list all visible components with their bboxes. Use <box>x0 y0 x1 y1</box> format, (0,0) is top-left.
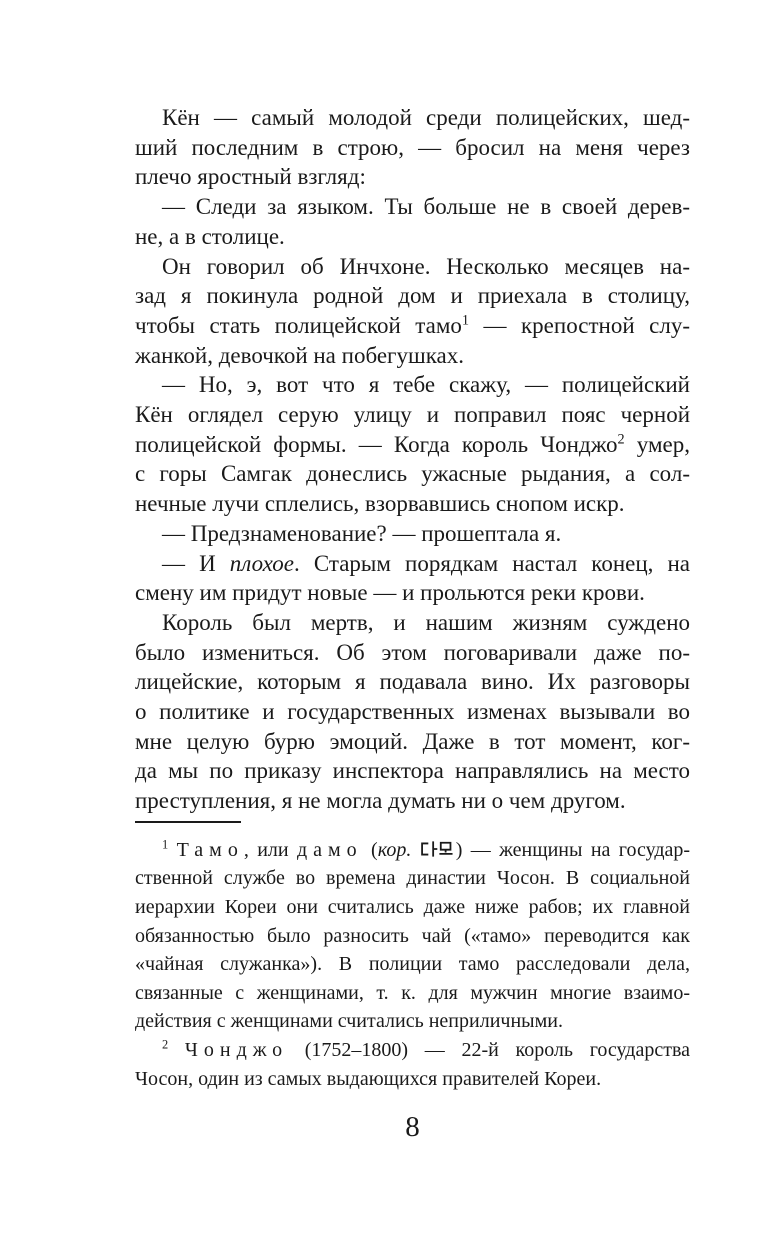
text-segment: обязанностью было разносить чай («тамо» переводится как <box>135 924 690 947</box>
text-line <box>135 281 690 311</box>
text-line <box>135 950 690 979</box>
text-line <box>135 341 690 371</box>
text-segment: иерархии Кореи они считались даже ниже рабов; их главной <box>135 896 690 919</box>
text-segment: мне целую бурю эмоций. Даже в тот момент, ког- <box>135 728 690 754</box>
text-segment: связанные с женщинами, т. к. для мужчин многие взаимо- <box>135 981 690 1004</box>
text-segment: Король был мертв, и нашим жизням суждено <box>162 609 690 635</box>
text-segment: — Следи за языком. Ты больше не в своей дерев- <box>162 194 690 220</box>
footnote-marker: 2 <box>162 1037 169 1052</box>
text-segment: преступления, я не могла думать ни о чем другом. <box>135 788 626 814</box>
text-line <box>135 549 690 579</box>
text-segment: (1752–1800) — 22-й король государства <box>288 1039 690 1062</box>
text-line <box>135 786 690 816</box>
footnote-section <box>135 836 690 1093</box>
text-line <box>135 922 690 951</box>
text-segment: Чосон, один из самых выдающихся правителей Кореи. <box>135 1067 602 1090</box>
main-text <box>135 103 690 816</box>
emphasis-text: плохое <box>229 550 294 576</box>
text-segment: ) — женщины на государ- <box>455 838 691 861</box>
text-line <box>135 430 690 460</box>
text-segment: нечные лучи сплелись, взорвавшись снопом искр. <box>135 491 625 517</box>
text-line <box>135 1007 690 1036</box>
footnote <box>135 836 690 1036</box>
text-line <box>135 489 690 519</box>
text-segment <box>168 1039 185 1061</box>
text-segment: полицейской формы. — Когда король Чонджо <box>135 431 618 457</box>
text-segment: не, а в столице. <box>135 223 285 249</box>
text-segment: «чайная служанка»). В полиции тамо расследовали дела, <box>135 953 690 976</box>
paragraph <box>135 370 690 519</box>
text-line <box>135 370 690 400</box>
text-line <box>135 222 690 252</box>
text-line <box>135 638 690 668</box>
footnote <box>135 1036 690 1093</box>
text-line <box>135 103 690 133</box>
paragraph <box>135 549 690 608</box>
text-line <box>135 400 690 430</box>
text-line <box>135 133 690 163</box>
text-segment: Он говорил об Инчхоне. Несколько месяцев на- <box>162 253 690 279</box>
text-line <box>135 578 690 608</box>
text-line <box>135 1036 690 1065</box>
text-segment: было измениться. Об этом поговаривали даже по- <box>135 639 690 665</box>
text-line <box>135 667 690 697</box>
text-segment: умер, <box>624 431 690 457</box>
footnote-marker: 1 <box>461 312 470 329</box>
text-line <box>135 836 690 865</box>
text-line <box>135 979 690 1008</box>
paragraph <box>135 192 690 251</box>
paragraph <box>135 103 690 192</box>
text-line <box>135 697 690 727</box>
text-block <box>135 103 690 1093</box>
paragraph <box>135 252 690 371</box>
text-line <box>135 608 690 638</box>
text-segment: да мы по приказу инспектора направлялись на место <box>135 758 690 784</box>
text-segment: чтобы стать полицейской тамо <box>135 312 462 338</box>
text-segment: — крепостной слу- <box>469 312 690 338</box>
text-segment: ственной службе во времена династии Чосон. В социальной <box>135 867 690 890</box>
text-segment: лицейские, которым я подавала вино. Их разговоры <box>135 669 690 695</box>
text-segment: . Старым порядкам настал конец, на <box>294 550 690 576</box>
text-segment: — Но, э, вот что я тебе скажу, — полицейский <box>162 372 690 398</box>
text-line <box>135 311 690 341</box>
footnote-marker: 1 <box>162 837 169 852</box>
text-segment: с горы Самгак донеслись ужасные рыдания, а сол- <box>135 461 690 487</box>
text-line <box>135 727 690 757</box>
letterspaced-term: дамо <box>296 838 363 861</box>
text-segment: , или <box>243 838 297 861</box>
paragraph <box>135 608 690 816</box>
text-line <box>135 864 690 893</box>
text-line <box>135 192 690 222</box>
text-segment: смену им придут новые — и прольются реки крови. <box>135 580 645 606</box>
text-segment: зад я покинула родной дом и приехала в столицу, <box>135 283 690 309</box>
text-segment: — Предзнаменование? — прошептала я. <box>162 520 562 546</box>
letterspaced-term: Тамо <box>176 838 244 861</box>
text-line <box>135 162 690 192</box>
text-segment: — И <box>162 550 230 576</box>
text-segment: действия с женщинами считались неприличными. <box>135 1010 563 1033</box>
footnote-separator <box>135 821 241 823</box>
page-number: 8 <box>405 1111 420 1143</box>
emphasis-text: кор. <box>377 838 412 861</box>
hangul-text <box>420 840 456 858</box>
text-line <box>135 756 690 786</box>
text-segment <box>411 839 419 861</box>
text-line <box>135 459 690 489</box>
text-segment: плечо яростный взгляд: <box>135 164 366 190</box>
text-segment: ( <box>362 838 378 861</box>
text-line <box>135 893 690 922</box>
text-segment: Кён — самый молодой среди полицейских, шед- <box>162 105 690 130</box>
text-segment: ший последним в строю, — бросил на меня через <box>135 134 690 160</box>
text-line <box>135 519 690 549</box>
paragraph <box>135 519 690 549</box>
text-segment: Кён оглядел серую улицу и поправил пояс черной <box>135 402 690 428</box>
text-line <box>135 252 690 282</box>
text-line <box>135 1065 690 1094</box>
text-segment <box>168 839 176 861</box>
footnote-marker: 2 <box>617 431 625 448</box>
text-segment: жанкой, девочкой на побегушках. <box>135 342 464 368</box>
letterspaced-term: Чонджо <box>184 1039 289 1062</box>
text-segment: о политике и государственных изменах вызывали во <box>135 699 690 725</box>
